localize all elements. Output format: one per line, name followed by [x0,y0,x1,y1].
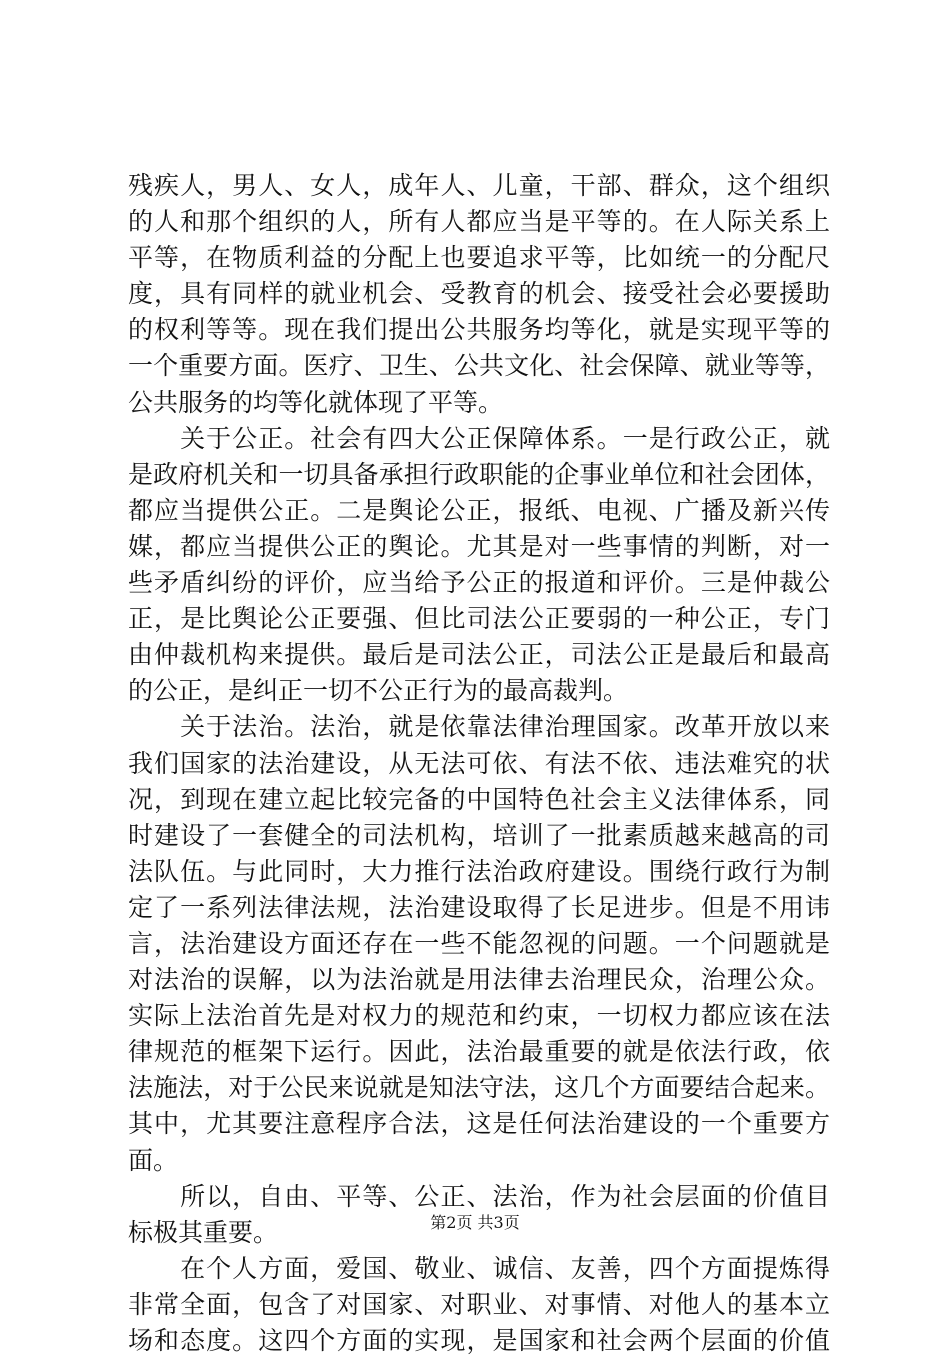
text-line: 由仲裁机构来提供。最后是司法公正，司法公正是最后和最高 [128,640,830,670]
text-line: 况，到现在建立起比较完备的中国特色社会主义法律体系，同 [128,784,830,814]
text-line: 平等，在物质利益的分配上也要追求平等，比如统一的分配尺 [128,243,830,273]
text-line: 都应当提供公正。二是舆论公正，报纸、电视、广播及新兴传 [128,495,830,525]
paragraph-justice [128,421,830,710]
text-line: 法施法，对于公民来说就是知法守法，这几个方面要结合起来。 [128,1073,830,1103]
text-line: 的公正，是纠正一切不公正行为的最高裁判。 [128,676,629,706]
paragraph-rule-of-law [128,709,830,1178]
text-line: 关于法治。法治，就是依靠法律治理国家。改革开放以来 [128,712,830,742]
text-line: 度，具有同样的就业机会、受教育的机会、接受社会必要援助 [128,279,830,309]
text-line: 非常全面，包含了对国家、对职业、对事情、对他人的基本立 [128,1289,830,1319]
text-line: 言，法治建设方面还存在一些不能忽视的问题。一个问题就是 [128,928,830,958]
text-line: 正，是比舆论公正要强、但比司法公正要弱的一种公正，专门 [128,604,830,634]
text-line: 媒，都应当提供公正的舆论。尤其是对一些事情的判断，对一 [128,531,830,561]
paragraph-personal-values [128,1251,830,1359]
text-line: 面。 [128,1145,179,1175]
text-line: 标极其重要。 [128,1217,279,1247]
text-line: 所以，自由、平等、公正、法治，作为社会层面的价值目 [128,1181,830,1211]
text-line: 定了一系列法律法规，法治建设取得了长足进步。但是不用讳 [128,892,830,922]
paragraph-equality-continued [128,168,830,421]
document-body [128,168,830,1359]
text-line: 是政府机关和一切具备承担行政职能的企事业单位和社会团体， [128,459,830,489]
text-line: 律规范的框架下运行。因此，法治最重要的就是依法行政，依 [128,1037,830,1067]
text-line: 我们国家的法治建设，从无法可依、有法不依、违法难究的状 [128,748,830,778]
text-line: 一个重要方面。医疗、卫生、公共文化、社会保障、就业等等， [128,351,830,381]
text-line: 时建设了一套健全的司法机构，培训了一批素质越来越高的司 [128,820,830,850]
text-line: 些矛盾纠纷的评价，应当给予公正的报道和评价。三是仲裁公 [128,568,830,598]
text-line: 残疾人，男人、女人，成年人、儿童，干部、群众，这个组织 [128,171,830,200]
text-line: 的人和那个组织的人，所有人都应当是平等的。在人际关系上 [128,207,830,237]
text-line: 关于公正。社会有四大公正保障体系。一是行政公正，就 [128,423,830,453]
text-line: 法队伍。与此同时，大力推行法治政府建设。围绕行政行为制 [128,856,830,886]
text-line: 实际上法治首先是对权力的规范和约束，一切权力都应该在法 [128,1001,830,1031]
text-line: 公共服务的均等化就体现了平等。 [128,387,504,417]
text-line: 场和态度。这四个方面的实现，是国家和社会两个层面的价值 [128,1326,830,1355]
text-line: 对法治的误解，以为法治就是用法律去治理民众，治理公众。 [128,965,830,995]
text-line: 在个人方面，爱国、敬业、诚信、友善，四个方面提炼得 [128,1253,830,1283]
page-number-footer: 第2页 共3页 [430,1213,520,1232]
text-line: 其中，尤其要注意程序合法，这是任何法治建设的一个重要方 [128,1109,830,1139]
text-line: 的权利等等。现在我们提出公共服务均等化，就是实现平等的 [128,315,830,345]
